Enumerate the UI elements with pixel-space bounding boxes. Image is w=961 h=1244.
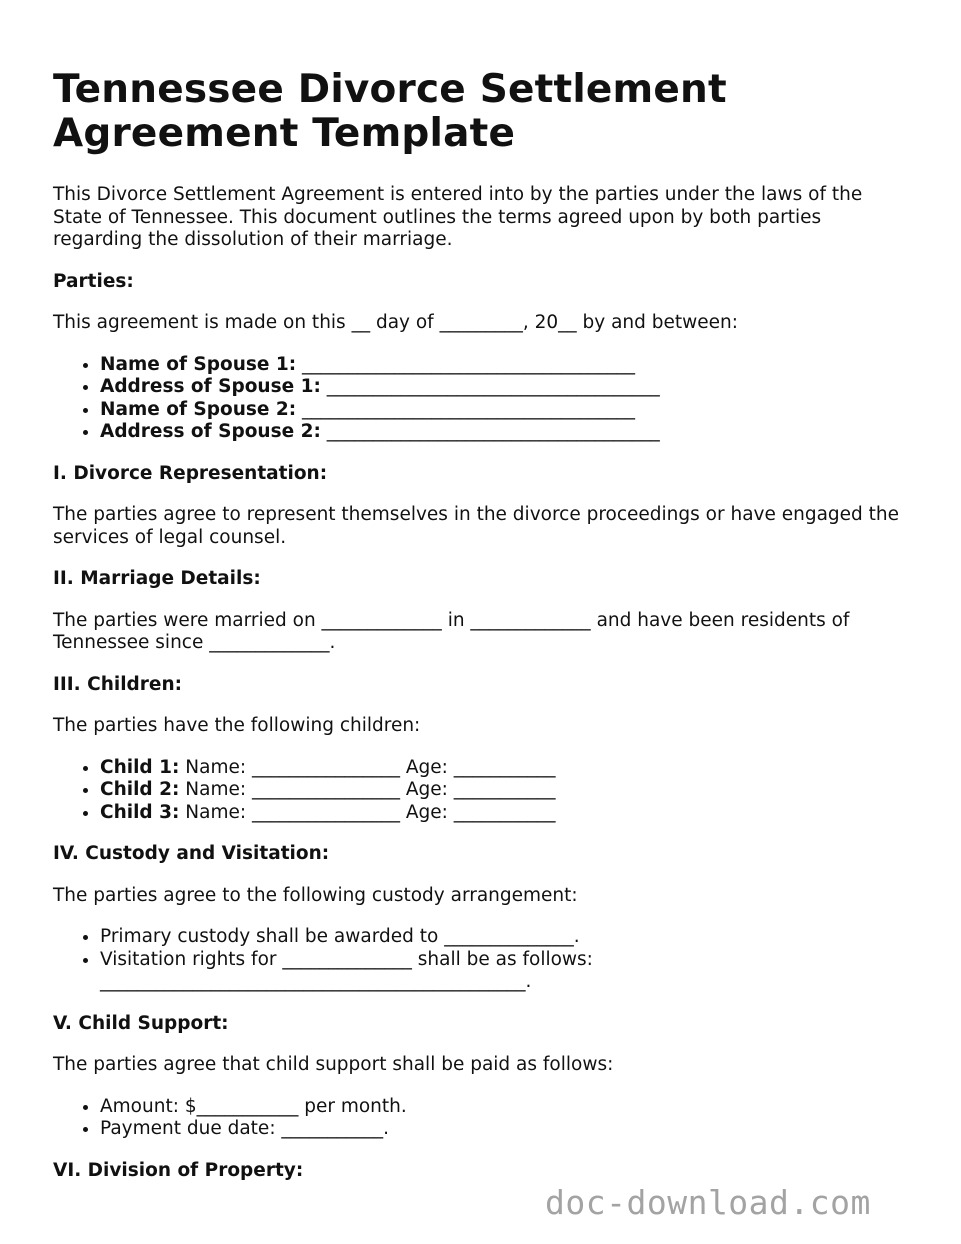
list-item: • Primary custody shall be awarded to ______________. (100, 926, 660, 949)
children-list (53, 757, 913, 825)
child-detail: Name: ________________ Age: ___________ (179, 756, 556, 778)
marriage-text: The parties were married on _____________ in _____________ and have been residents of Tennessee since _____________. (53, 609, 850, 653)
support-text: The parties agree that child support shall be paid as follows: (53, 1054, 614, 1075)
support-heading: V. Child Support: (53, 1012, 229, 1034)
child-detail: Name: ________________ Age: ___________ (179, 779, 556, 800)
list-item (100, 399, 913, 422)
field-label: Name of Spouse 1: (100, 353, 297, 375)
list-item: • Amount: $___________ per month. (100, 1096, 913, 1119)
parties-heading: Parties: (53, 270, 134, 292)
list-item (100, 421, 913, 444)
custody-heading: IV. Custody and Visitation: (53, 843, 330, 864)
children-text: The parties have the following children: (53, 715, 421, 736)
blank-field: ____________________________________ (320, 376, 660, 397)
field-label: Address of Spouse 2: (100, 421, 321, 442)
parties-text: This agreement is made on this __ day of _________, 20__ by and between: (53, 312, 738, 333)
list-item (100, 354, 913, 377)
document-page (53, 68, 913, 1201)
blank-field: ____________________________________ (320, 421, 660, 442)
list-item: • Visitation rights for ______________ shall be as follows: ______________________________________________. (100, 949, 660, 994)
watermark: doc-download.com (545, 1183, 871, 1222)
list-item (100, 757, 913, 780)
list-item (100, 779, 913, 802)
parties-list (53, 354, 913, 444)
marriage-heading: II. Marriage Details: (53, 568, 261, 589)
child-label: Child 1: (100, 756, 180, 778)
field-label: Address of Spouse 1: (100, 376, 321, 397)
representation-text: The parties agree to represent themselves in the divorce proceedings or have engaged the services of legal counsel. (53, 504, 900, 548)
custody-list (53, 926, 660, 994)
children-heading: III. Children: (53, 673, 183, 695)
blank-field: ____________________________________ (296, 398, 636, 420)
support-list (53, 1096, 913, 1141)
intro-paragraph: This Divorce Settlement Agreement is entered into by the parties under the laws of the State of Tennessee. This document outlines the terms agreed upon by both parties regarding the dissolution of their marriage. (53, 184, 863, 250)
list-item (100, 802, 913, 825)
child-detail: Name: ________________ Age: ___________ (179, 801, 556, 823)
custody-text: The parties agree to the following custody arrangement: (53, 884, 578, 906)
property-heading: VI. Division of Property: (53, 1159, 304, 1181)
blank-field: ____________________________________ (296, 353, 636, 375)
title-line-2: Agreement Template (53, 111, 516, 156)
field-label: Name of Spouse 2: (100, 398, 297, 420)
document-title (53, 68, 913, 156)
representation-heading: I. Divorce Representation: (53, 462, 328, 484)
list-item: • Payment due date: ___________. (100, 1118, 913, 1141)
title-line-1: Tennessee Divorce Settlement (53, 67, 727, 112)
child-label: Child 2: (100, 779, 180, 800)
list-item (100, 376, 913, 399)
child-label: Child 3: (100, 801, 180, 823)
